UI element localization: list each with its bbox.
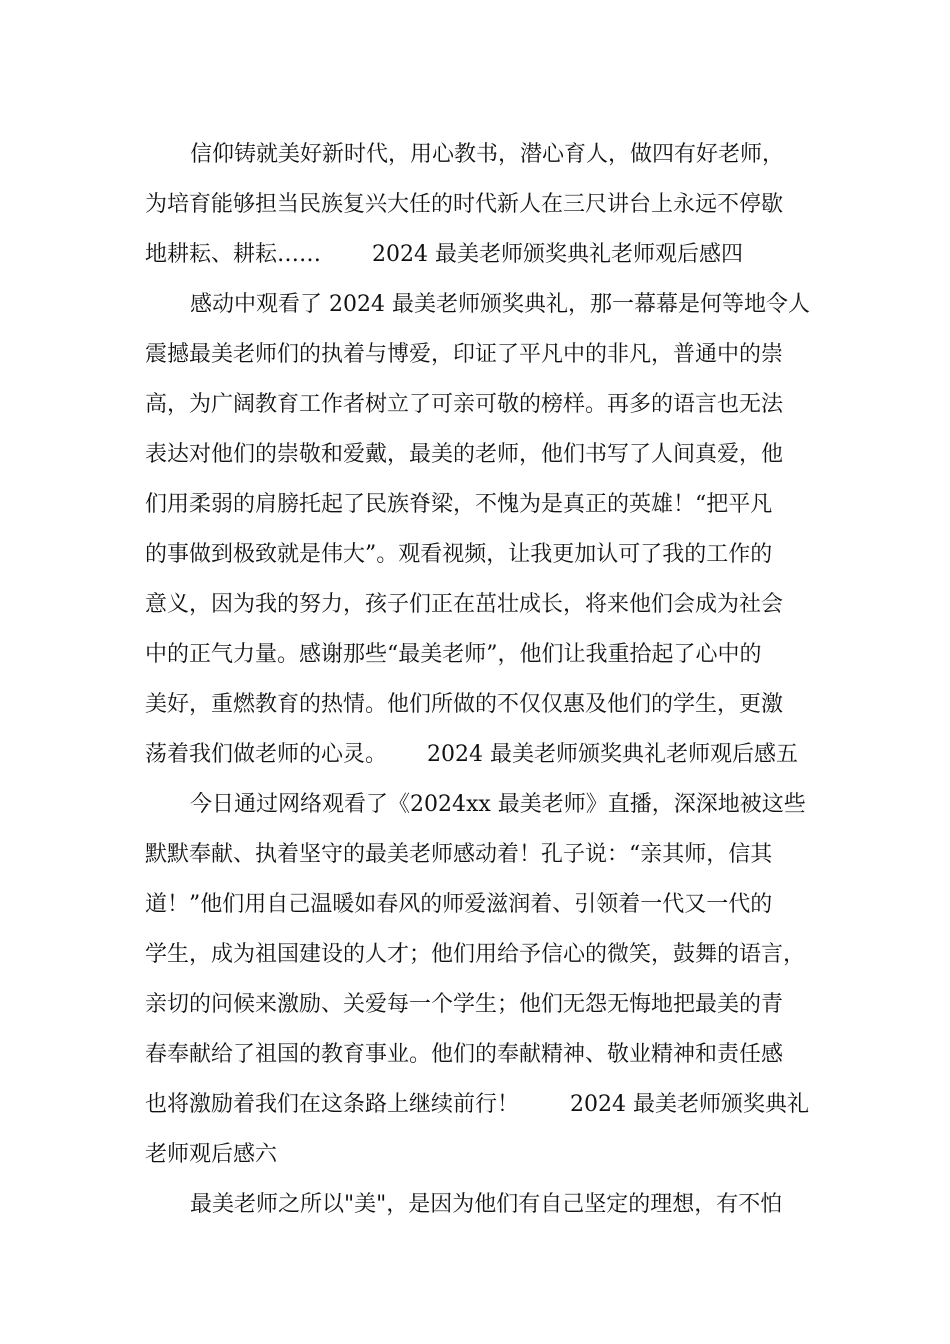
text-line: 今日通过网络观看了《2024xx 最美老师》直播，深深地被这些 [190, 792, 806, 817]
text-line: 意义，因为我的努力，孩子们正在茁壮成长，将来他们会成为社会 [145, 592, 784, 617]
text-line: 荡着我们做老师的心灵。 2024 最美老师颁奖典礼老师观后感五 [145, 742, 798, 767]
text-line: 地耕耘、耕耘…… 2024 最美老师颁奖典礼老师观后感四 [145, 242, 743, 267]
text-line: 道！”他们用自己温暖如春风的师爱滋润着、引领着一代又一代的 [145, 892, 773, 917]
text-line: 最美老师之所以"美"，是因为他们有自己坚定的理想，有不怕 [190, 1192, 783, 1217]
text-line: 信仰铸就美好新时代，用心教书，潜心育人，做四有好老师， [190, 142, 785, 167]
text-line: 老师观后感六 [145, 1142, 278, 1167]
body-text [145, 130, 825, 1230]
text-line: 的事做到极致就是伟大”。观看视频，让我更加认可了我的工作的 [145, 542, 773, 567]
text-line: 亲切的问候来激励、关爱每一个学生；他们无怨无悔地把最美的青 [145, 992, 784, 1017]
text-line: 震撼最美老师们的执着与博爱，印证了平凡中的非凡，普通中的崇 [145, 342, 784, 367]
text-line: 感动中观看了 2024 最美老师颁奖典礼，那一幕幕是何等地令人 [190, 292, 810, 317]
text-line: 高，为广阔教育工作者树立了可亲可敬的榜样。再多的语言也无法 [145, 392, 784, 417]
text-line: 春奉献给了祖国的教育事业。他们的奉献精神、敬业精神和责任感 [145, 1042, 784, 1067]
text-line: 表达对他们的崇敬和爱戴，最美的老师，他们书写了人间真爱，他 [145, 442, 784, 467]
text-line: 也将激励着我们在这条路上继续前行！ 2024 最美老师颁奖典礼 [145, 1092, 809, 1117]
text-line: 默默奉献、执着坚守的最美老师感动着！孔子说：“亲其师，信其 [145, 842, 773, 867]
text-line: 中的正气力量。感谢那些“最美老师”，他们让我重拾起了心中的 [145, 642, 762, 667]
text-line: 美好，重燃教育的热情。他们所做的不仅仅惠及他们的学生，更激 [145, 692, 784, 717]
text-line: 们用柔弱的肩膀托起了民族脊梁，不愧为是真正的英雄！“把平凡 [145, 492, 773, 517]
text-line: 为培育能够担当民族复兴大任的时代新人在三尺讲台上永远不停歇 [145, 192, 784, 217]
text-line: 学生，成为祖国建设的人才；他们用给予信心的微笑，鼓舞的语言， [145, 942, 806, 967]
